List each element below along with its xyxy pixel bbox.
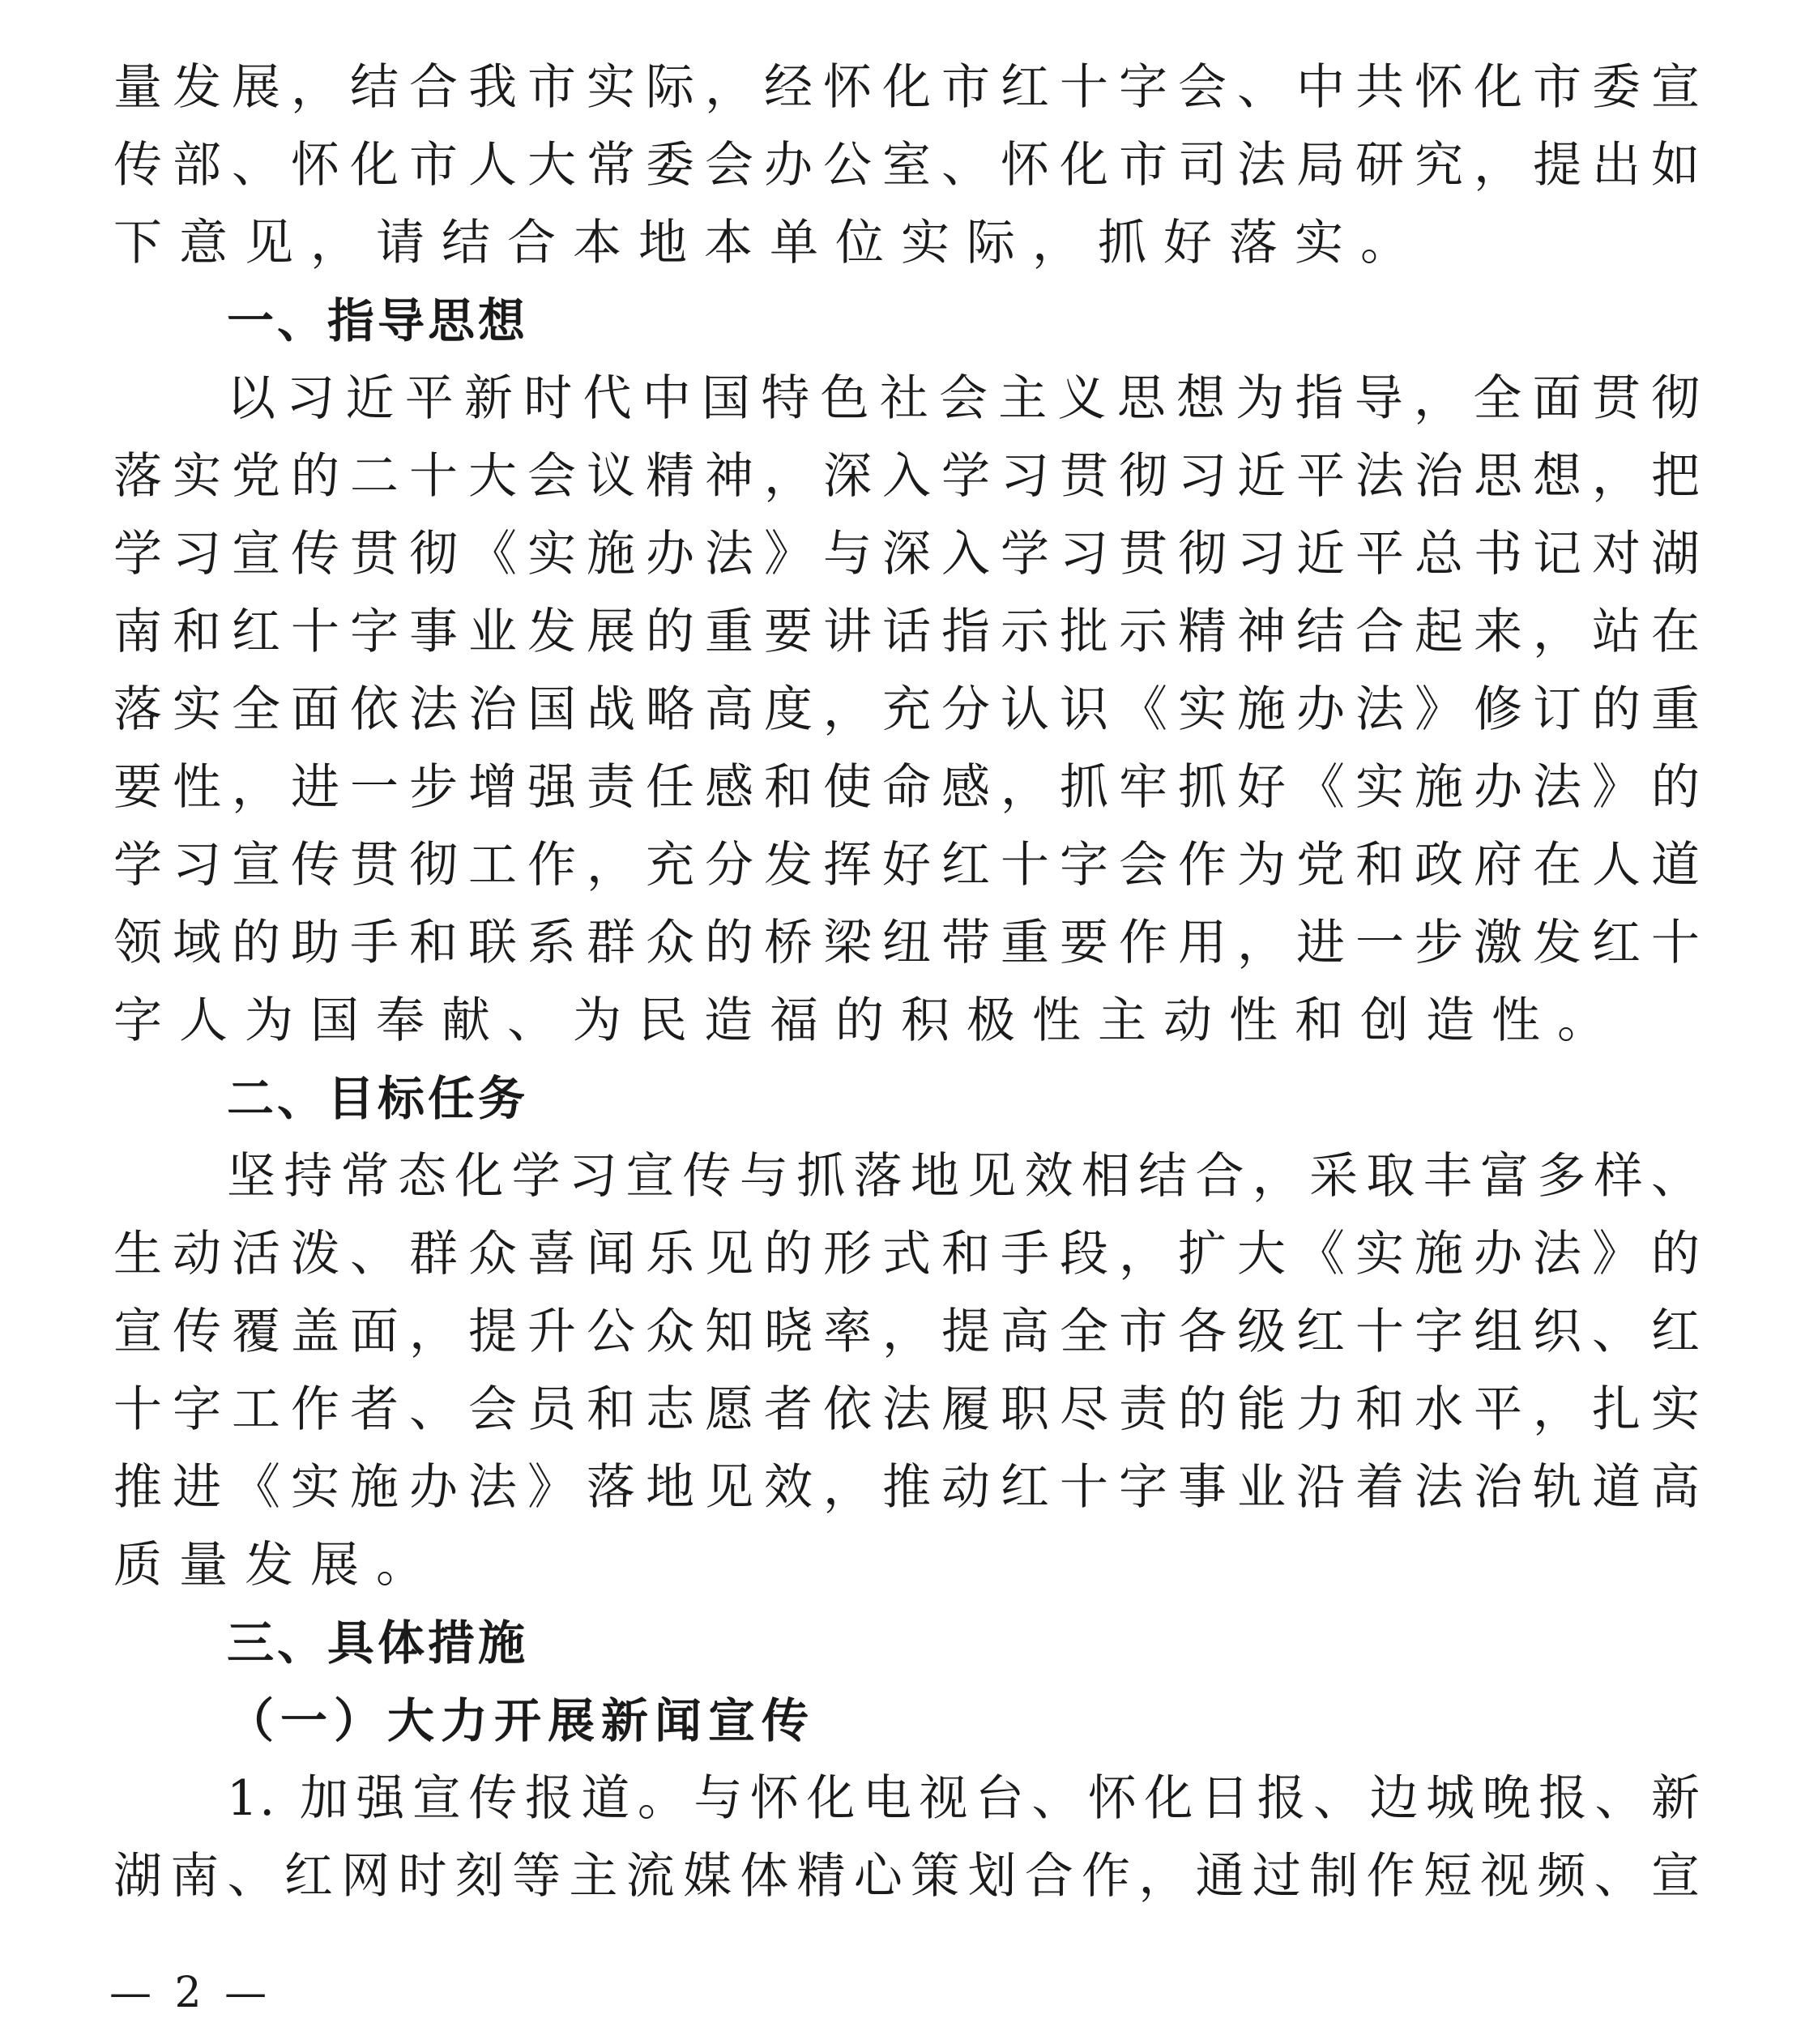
intro-line-3: 下意见，请结合本地本单位实际，抓好落实。 <box>113 215 1426 271</box>
section-1-line: 南和红十字事业发展的重要讲话指示批示精神结合起来，站在 <box>113 604 1701 660</box>
section-1-line: 学习宣传贯彻工作，充分发挥好红十字会作为党和政府在人道 <box>113 837 1701 894</box>
intro-line-1: 量发展，结合我市实际，经怀化市红十字会、中共怀化市委宣 <box>113 59 1701 116</box>
section-1-line: 落实全面依法治国战略高度，充分认识《实施办法》修订的重 <box>113 681 1701 738</box>
section-2-heading: 二、目标任务 <box>227 1071 529 1126</box>
section-3-subheading: （一）大力开展新闻宣传 <box>227 1693 816 1748</box>
section-2-line: 质量发展。 <box>113 1537 442 1594</box>
section-3-heading: 三、具体措施 <box>227 1615 529 1671</box>
section-2-line: 推进《实施办法》落地见效，推动红十字事业沿着法治轨道高 <box>113 1459 1701 1516</box>
intro-line-2: 传部、怀化市人大常委会办公室、怀化市司法局研究，提出如 <box>113 137 1701 194</box>
section-1-line: 领域的助手和联系群众的桥梁纽带重要作用，进一步激发红十 <box>113 915 1701 971</box>
section-3-line: 湖南、红网时刻等主流媒体精心策划合作，通过制作短视频、宣 <box>113 1848 1701 1905</box>
section-1-line: 以习近平新时代中国特色社会主义思想为指导，全面贯彻 <box>227 370 1701 427</box>
section-2-line: 坚持常态化学习宣传与抓落地见效相结合，采取丰富多样、 <box>227 1148 1701 1205</box>
section-1-line: 落实党的二十大会议精神，深入学习贯彻习近平法治思想，把 <box>113 448 1701 505</box>
section-2-line: 十字工作者、会员和志愿者依法履职尽责的能力和水平，扎实 <box>113 1381 1701 1438</box>
page-number: — 2 — <box>109 1969 272 2017</box>
section-1-line: 学习宣传贯彻《实施办法》与深入学习贯彻习近平总书记对湖 <box>113 526 1701 582</box>
section-3-line: 1. 加强宣传报道。与怀化电视台、怀化日报、边城晚报、新 <box>227 1770 1701 1827</box>
section-1-line: 要性，进一步增强责任感和使命感，抓牢抓好《实施办法》的 <box>113 759 1701 816</box>
section-1-line: 字人为国奉献、为民造福的积极性主动性和创造性。 <box>113 992 1623 1049</box>
section-2-line: 宣传覆盖面，提升公众知晓率，提高全市各级红十字组织、红 <box>113 1304 1701 1360</box>
section-2-line: 生动活泼、群众喜闻乐见的形式和手段，扩大《实施办法》的 <box>113 1226 1701 1282</box>
section-1-heading: 一、指导思想 <box>227 293 529 348</box>
